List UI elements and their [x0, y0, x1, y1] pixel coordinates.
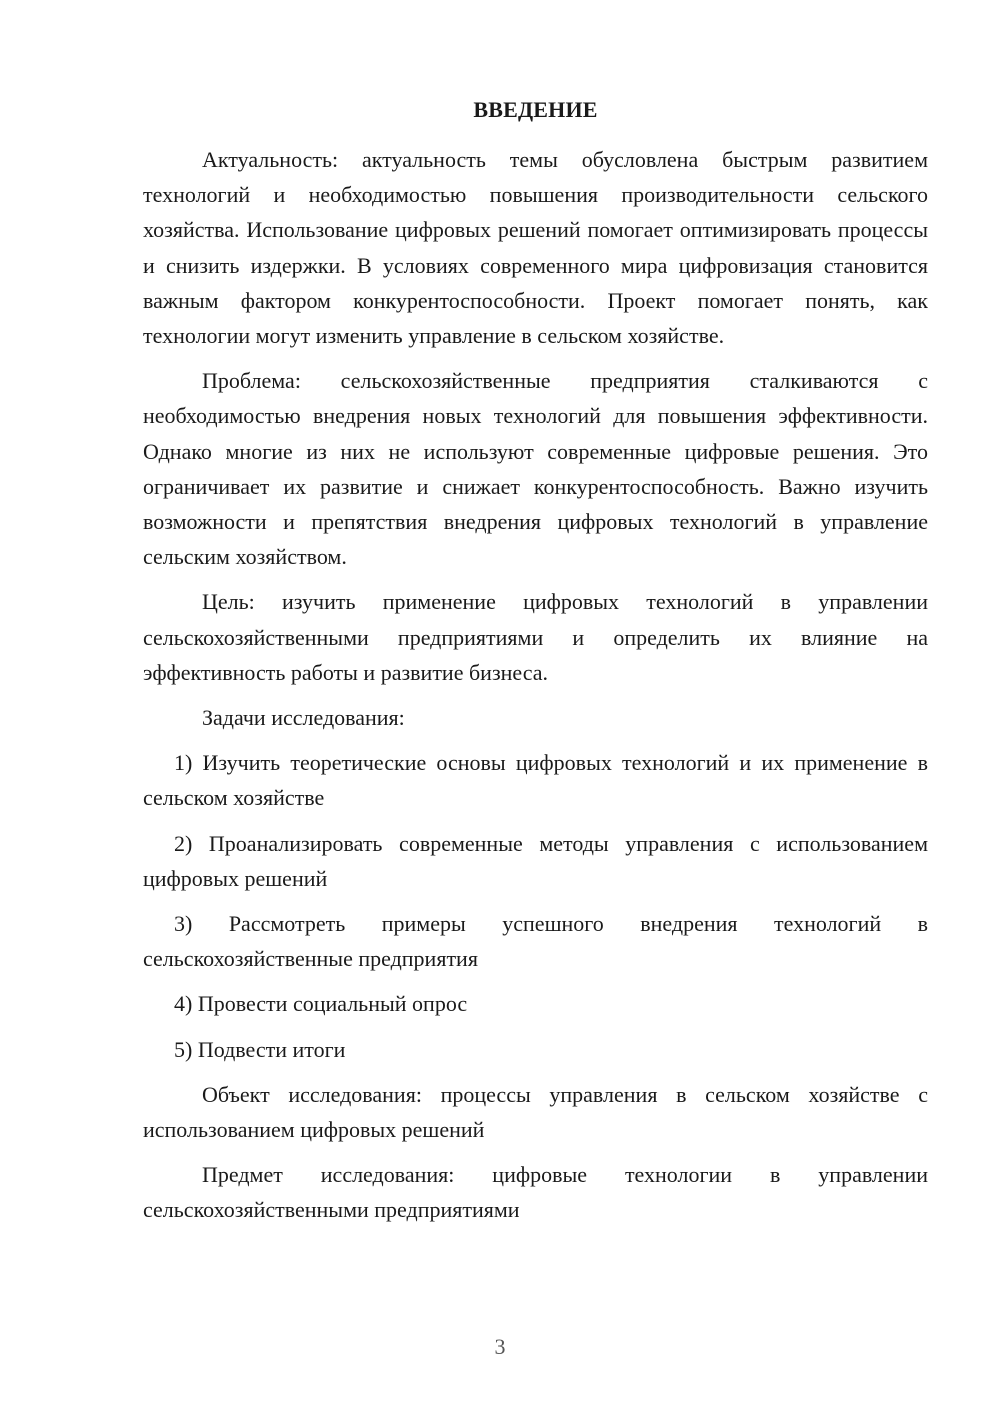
goal-paragraph: Цель: изучить применение цифровых технологий в управлении сельскохозяйственными предприятиями и определить их влияние на эффективность работы и развитие бизнеса.	[143, 589, 928, 685]
section-title: ВВЕДЕНИЕ	[473, 97, 598, 122]
object-paragraph: Объект исследования: процессы управления в сельском хозяйстве с использованием цифровых решений	[143, 1081, 928, 1143]
tasks-list	[143, 745, 928, 1067]
task-item-5: 5) Подвести итоги	[174, 1036, 346, 1062]
subject-paragraph: Предмет исследования: цифровые технологии в управлении сельскохозяйственными предприятиями	[143, 1162, 928, 1223]
task-item-2: 2) Проанализировать современные методы управления с использованием цифровых решений	[143, 830, 928, 891]
tasks-heading: Задачи исследования:	[202, 705, 405, 731]
problem-paragraph: Проблема: сельскохозяйственные предприятия сталкиваются с необходимостью внедрения новых технологий для повышения эффективности. Однако многие из них не используют современные цифровые решения. Это ограничивает их развитие и снижает конкурентоспособность. Важно изучить возможности и препятствия внедрения цифровых технологий в управление сельским хозяйством.	[143, 368, 928, 570]
document-page	[143, 96, 928, 1238]
page-number: 3	[494, 1334, 506, 1359]
relevance-paragraph: Актуальность: актуальность темы обусловлена быстрым развитием технологий и необходимостью повышения производительности сельского хозяйства. Использование цифровых решений помогает оптимизировать процессы и снизить издержки. В условиях современного мира цифровизация становится важным фактором конкурентоспособности. Проект помогает понять, как технологии могут изменить управление в сельском хозяйстве.	[143, 147, 928, 349]
task-item-3: 3) Рассмотреть примеры успешного внедрения технологий в сельскохозяйственные предприятия	[143, 911, 928, 972]
task-item-4: 4) Провести социальный опрос	[174, 991, 468, 1017]
task-item-1: 1) Изучить теоретические основы цифровых технологий и их применение в сельском хозяйстве	[143, 750, 928, 811]
